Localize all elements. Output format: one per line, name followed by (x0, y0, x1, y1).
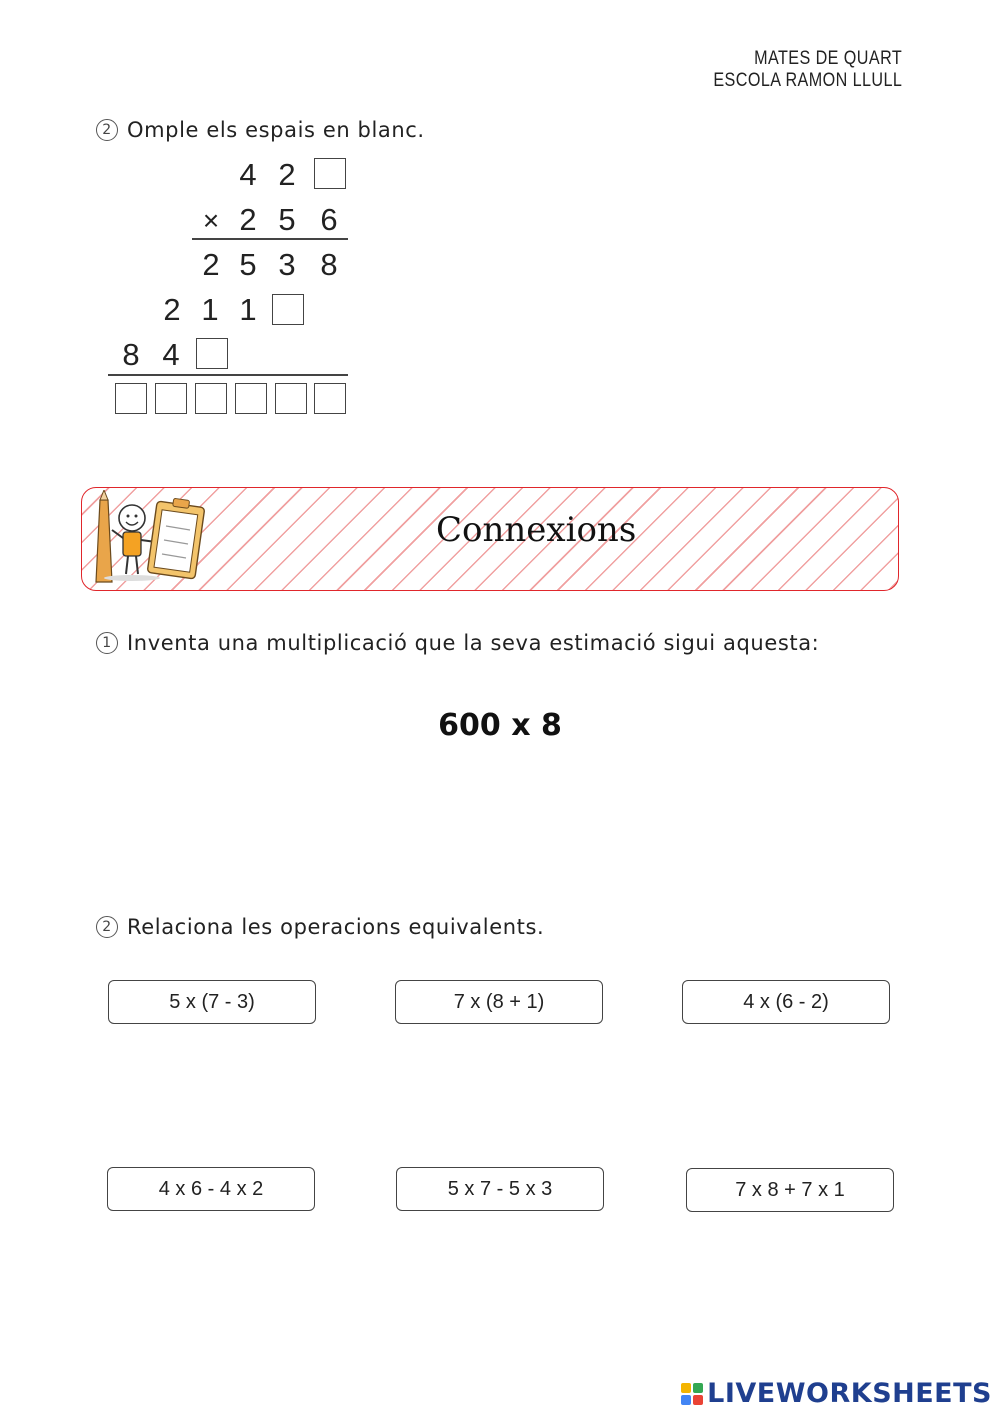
digit: 1 (201, 292, 219, 327)
kid-with-clipboard-icon (90, 490, 220, 588)
liveworksheets-brand (681, 1378, 992, 1409)
banner-title: Connexions (436, 510, 637, 550)
operation-box[interactable]: 5 x (7 - 3) (108, 980, 316, 1024)
divider-line (192, 238, 348, 240)
divider-line (108, 374, 348, 376)
question-fill-blanks (96, 118, 425, 142)
question-number-badge: 1 (96, 632, 118, 654)
digit: 2 (202, 247, 220, 282)
multiply-sign: × (202, 205, 220, 236)
operation-box[interactable]: 4 x 6 - 4 x 2 (107, 1167, 315, 1211)
digit: 5 (239, 247, 257, 282)
question-number-badge: 2 (96, 119, 118, 141)
result-box[interactable] (235, 383, 267, 414)
digit: 2 (239, 202, 257, 237)
digit: 8 (122, 337, 140, 372)
question-text: Relaciona les operacions equivalents. (127, 915, 545, 939)
blank-box[interactable] (196, 338, 228, 369)
operation-box[interactable]: 4 x (6 - 2) (682, 980, 890, 1024)
estimate-value: 600 x 8 (438, 708, 562, 743)
blank-box[interactable] (272, 294, 304, 325)
digit: 2 (163, 292, 181, 327)
digit: 6 (320, 202, 338, 237)
result-box[interactable] (314, 383, 346, 414)
result-box[interactable] (195, 383, 227, 414)
digit: 4 (239, 157, 257, 192)
digit: 1 (239, 292, 257, 327)
liveworksheets-logo-icon (681, 1383, 703, 1405)
digit: 2 (278, 157, 296, 192)
header-school: ESCOLA RAMON LLULL (713, 70, 902, 91)
digit: 4 (162, 337, 180, 372)
result-box[interactable] (115, 383, 147, 414)
section-banner (81, 487, 899, 591)
question-number-badge: 2 (96, 916, 118, 938)
question-text: Omple els espais en blanc. (127, 118, 425, 142)
digit: 3 (278, 247, 296, 282)
digit: 8 (320, 247, 338, 282)
question-invent (96, 631, 819, 655)
operation-box[interactable]: 7 x 8 + 7 x 1 (686, 1168, 894, 1212)
question-relate (96, 915, 544, 939)
result-box[interactable] (275, 383, 307, 414)
operation-box[interactable]: 5 x 7 - 5 x 3 (396, 1167, 604, 1211)
brand-name: LIVEWORKSHEETS (707, 1378, 992, 1409)
result-box[interactable] (155, 383, 187, 414)
header-title: MATES DE QUART (753, 48, 902, 69)
question-text: Inventa una multiplicació que la seva estimació sigui aquesta: (127, 631, 820, 655)
digit: 5 (278, 202, 296, 237)
blank-box[interactable] (314, 158, 346, 189)
operation-box[interactable]: 7 x (8 + 1) (395, 980, 603, 1024)
